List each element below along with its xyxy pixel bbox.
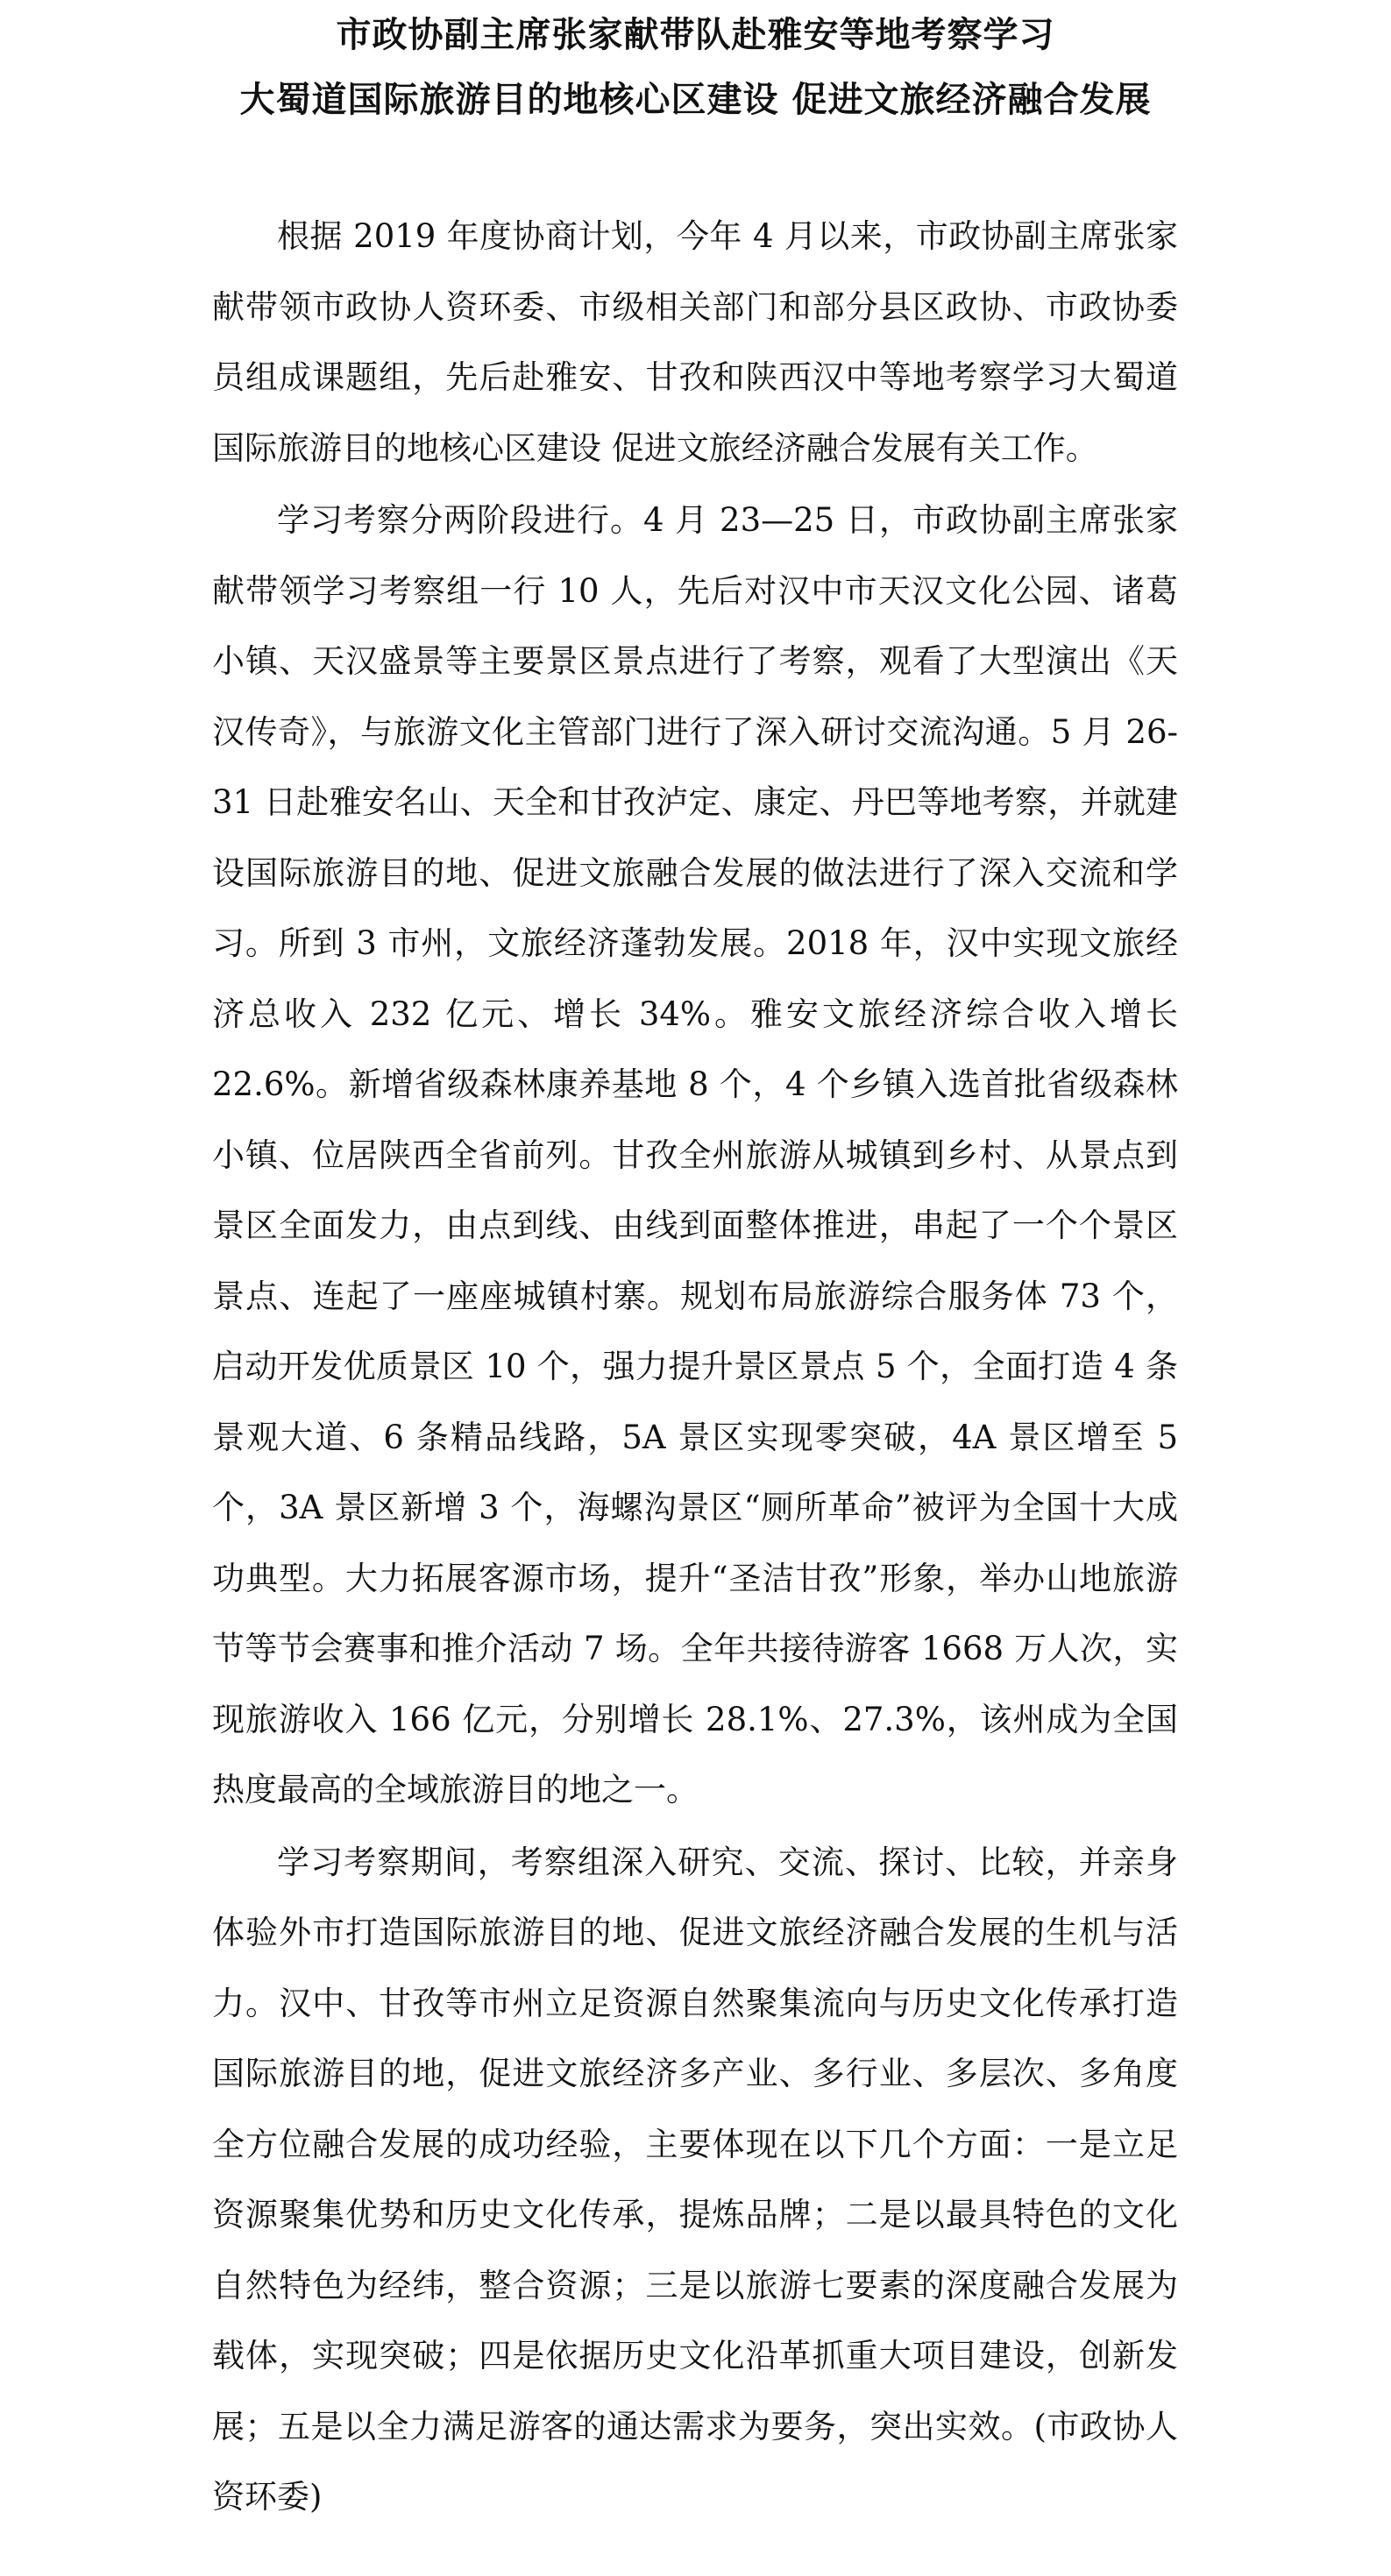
document-title-line-1: 市政协副主席张家献带队赴雅安等地考察学习 <box>336 14 1055 55</box>
paragraph-1: 根据 2019 年度协商计划，今年 4 月以来，市政协副主席张家献带领市政协人资环委、市级相关部门和部分县区政协、市政协委员组成课题组，先后赴雅安、甘孜和陕西汉中等地考察学习大蜀道国际旅游目的地核心区建设 促进文旅经济融合发展有关工作。 <box>212 217 1178 467</box>
paragraph-3: 学习考察期间，考察组深入研究、交流、探讨、比较，并亲身体验外市打造国际旅游目的地、促进文旅经济融合发展的生机与活力。汉中、甘孜等市州立足资源自然聚集流向与历史文化传承打造国际旅游目的地，促进文旅经济多产业、多行业、多层次、多角度全方位融合发展的成功经验，主要体现在以下几个方面：一是立足资源聚集优势和历史文化传承，提炼品牌；二是以最具特色的文化自然特色为经纬，整合资源；三是以旅游七要素的深度融合发展为载体，实现突破；四是依据历史文化沿革抓重大项目建设，创新发展；五是以全力满足游客的通达需求为要务，突出实效。(市政协人资环委) <box>212 1843 1178 2516</box>
paragraph-2: 学习考察分两阶段进行。4 月 23—25 日，市政协副主席张家献带领学习考察组一行 10 人，先后对汉中市天汉文化公园、诸葛小镇、天汉盛景等主要景区景点进行了考察，观看了大型演出《天汉传奇》，与旅游文化主管部门进行了深入研讨交流沟通。5 月 26-31 日赴雅安名山、天全和甘孜泸定、康定、丹巴等地考察，并就建设国际旅游目的地、促进文旅融合发展的做法进行了深入交流和学习。所到 3 市州，文旅经济蓬勃发展。2018 年，汉中实现文旅经济总收入 232 亿元、增长 34%。雅安文旅经济综合收入增长 22.6%。新增省级森林康养基地 8 个，4 个乡镇入选首批省级森林小镇、位居陕西全省前列。甘孜全州旅游从城镇到乡村、从景点到景区全面发力，由点到线、由线到面整体推进，串起了一个个景区景点、连起了一座座城镇村寨。规划布局旅游综合服务体 73 个，启动开发优质景区 10 个，强力提升景区景点 5 个，全面打造 4 条景观大道、6 条精品线路，5A 景区实现零突破，4A 景区增至 5 个，3A 景区新增 3 个，海螺沟景区“厕所革命”被评为全国十大成功典型。大力拓展客源市场，提升“圣洁甘孜”形象，举办山地旅游节等节会赛事和推介活动 7 场。全年共接待游客 1668 万人次，实现旅游收入 166 亿元，分别增长 28.1%、27.3%，该州成为全国热度最高的全域旅游目的地之一。 <box>212 501 1178 1808</box>
article-body <box>212 202 1178 2533</box>
document-title-line-2: 大蜀道国际旅游目的地核心区建设 促进文旅经济融合发展 <box>239 79 1152 120</box>
